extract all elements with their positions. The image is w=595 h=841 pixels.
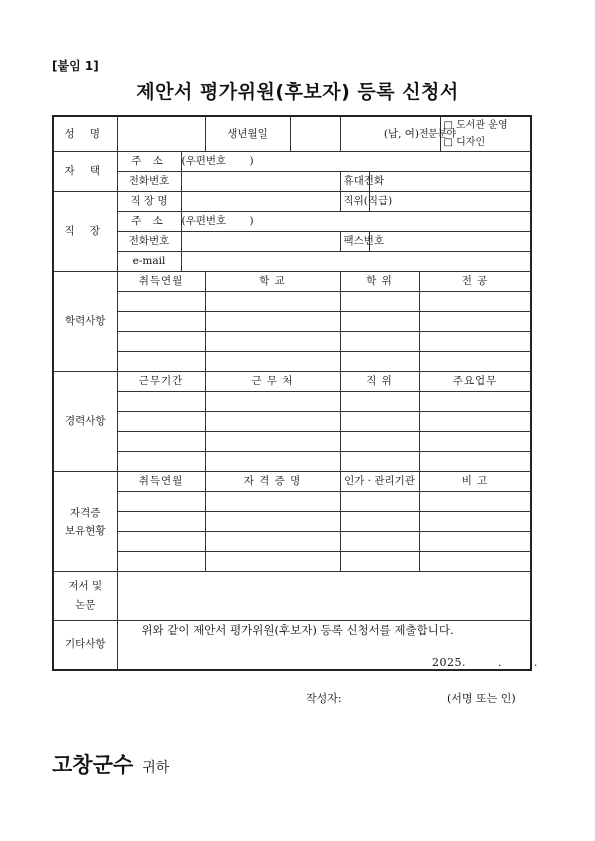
education-label: 학력사항 — [53, 272, 117, 372]
fax-label: 팩스번호 — [340, 232, 369, 252]
work-zip-text: (우편번호 ) — [181, 215, 254, 227]
date-text: 2025. . . — [432, 656, 538, 669]
career-cell[interactable] — [205, 432, 340, 452]
field-label: 전문분야 — [419, 116, 440, 152]
career-cell[interactable] — [205, 452, 340, 472]
writer-label: 작성자: — [306, 692, 342, 705]
cert-cell[interactable] — [419, 492, 531, 512]
name-label: 성 명 — [53, 116, 117, 152]
career-cell[interactable] — [117, 392, 205, 412]
education-cell[interactable] — [419, 292, 531, 312]
statement-text: 위와 같이 제안서 평가위원(후보자) 등록 신청서를 제출합니다. — [141, 623, 454, 637]
education-header-school: 학 교 — [205, 272, 340, 292]
cert-cell[interactable] — [340, 512, 419, 532]
career-header-position: 직 위 — [340, 372, 419, 392]
cert-cell[interactable] — [205, 512, 340, 532]
cert-header-name: 자 격 증 명 — [205, 472, 340, 492]
gender-select[interactable] — [340, 116, 419, 152]
home-phone-field[interactable] — [181, 172, 340, 192]
education-cell[interactable] — [205, 292, 340, 312]
workplace-label: 직 장 명 — [117, 192, 181, 212]
career-cell[interactable] — [117, 412, 205, 432]
home-address-field[interactable] — [181, 152, 531, 172]
career-cell[interactable] — [419, 432, 531, 452]
recipient — [52, 749, 169, 779]
application-form — [52, 115, 532, 671]
education-cell[interactable] — [117, 332, 205, 352]
cert-cell[interactable] — [117, 492, 205, 512]
cert-header-agency: 인가 · 관리기관 — [340, 472, 419, 492]
cert-cell[interactable] — [419, 512, 531, 532]
career-cell[interactable] — [340, 432, 419, 452]
work-address-label: 주 소 — [117, 212, 181, 232]
cert-cell[interactable] — [340, 532, 419, 552]
checkbox-library-operation[interactable]: □ 도서관 운영 — [443, 120, 508, 131]
cert-cell[interactable] — [340, 552, 419, 572]
cert-label: 자격증 보유현황 — [53, 472, 117, 572]
field-options — [440, 116, 531, 152]
workplace-field[interactable] — [181, 192, 340, 212]
education-cell[interactable] — [340, 332, 419, 352]
cert-cell[interactable] — [205, 532, 340, 552]
position-label: 직위(직급) — [340, 192, 369, 212]
cert-cell[interactable] — [340, 492, 419, 512]
recipient-honorific: 귀하 — [142, 760, 170, 776]
education-cell[interactable] — [117, 352, 205, 372]
education-cell[interactable] — [340, 312, 419, 332]
etc-label: 기타사항 — [53, 621, 117, 670]
cert-cell[interactable] — [419, 532, 531, 552]
career-cell[interactable] — [205, 392, 340, 412]
career-cell[interactable] — [419, 412, 531, 432]
career-header-period: 근무기간 — [117, 372, 205, 392]
work-address-field[interactable] — [181, 212, 531, 232]
work-label: 직 장 — [53, 192, 117, 272]
cert-header-date: 취득연월 — [117, 472, 205, 492]
cert-cell[interactable] — [117, 552, 205, 572]
cert-cell[interactable] — [205, 492, 340, 512]
mobile-field[interactable] — [369, 172, 531, 192]
position-field[interactable] — [369, 192, 531, 212]
career-cell[interactable] — [340, 392, 419, 412]
papers-field[interactable] — [117, 572, 531, 621]
attachment-label: [붙임 1] — [52, 59, 99, 73]
email-label: e-mail — [117, 252, 181, 272]
education-cell[interactable] — [205, 352, 340, 372]
recipient-org: 고창군수 — [52, 753, 134, 777]
page-title: 제안서 평가위원(후보자) 등록 신청서 — [136, 81, 459, 103]
home-zip-text: (우편번호 ) — [181, 155, 254, 167]
cert-cell[interactable] — [205, 552, 340, 572]
birth-label: 생년월일 — [205, 116, 290, 152]
education-cell[interactable] — [205, 332, 340, 352]
career-cell[interactable] — [340, 452, 419, 472]
education-cell[interactable] — [419, 332, 531, 352]
career-cell[interactable] — [419, 392, 531, 412]
fax-field[interactable] — [369, 232, 531, 252]
education-cell[interactable] — [205, 312, 340, 332]
cert-cell[interactable] — [117, 512, 205, 532]
career-label: 경력사항 — [53, 372, 117, 472]
home-phone-label: 전화번호 — [117, 172, 181, 192]
home-label: 자 택 — [53, 152, 117, 192]
home-address-label: 주 소 — [117, 152, 181, 172]
gender-text: (남, 여) — [383, 127, 420, 140]
career-cell[interactable] — [117, 432, 205, 452]
career-cell[interactable] — [419, 452, 531, 472]
cert-header-remarks: 비 고 — [419, 472, 531, 492]
name-field[interactable] — [117, 116, 205, 152]
email-field[interactable] — [181, 252, 531, 272]
career-cell[interactable] — [340, 412, 419, 432]
sign-label: (서명 또는 인) — [447, 692, 516, 705]
education-cell[interactable] — [340, 352, 419, 372]
education-cell[interactable] — [340, 292, 419, 312]
papers-label: 저서 및 논문 — [53, 572, 117, 621]
work-phone-field[interactable] — [181, 232, 340, 252]
education-header-degree: 학 위 — [340, 272, 419, 292]
cert-cell[interactable] — [117, 532, 205, 552]
education-header-major: 전 공 — [419, 272, 531, 292]
checkbox-design[interactable]: □ 디자인 — [443, 137, 486, 148]
education-header-date: 취득연월 — [117, 272, 205, 292]
career-cell[interactable] — [117, 452, 205, 472]
mobile-label: 휴대전화 — [340, 172, 369, 192]
cert-cell[interactable] — [419, 552, 531, 572]
education-cell[interactable] — [117, 292, 205, 312]
career-cell[interactable] — [205, 412, 340, 432]
work-phone-label: 전화번호 — [117, 232, 181, 252]
education-cell[interactable] — [419, 352, 531, 372]
career-header-duties: 주요업무 — [419, 372, 531, 392]
career-header-workplace: 근 무 처 — [205, 372, 340, 392]
education-cell[interactable] — [419, 312, 531, 332]
birth-field[interactable] — [290, 116, 340, 152]
education-cell[interactable] — [117, 312, 205, 332]
